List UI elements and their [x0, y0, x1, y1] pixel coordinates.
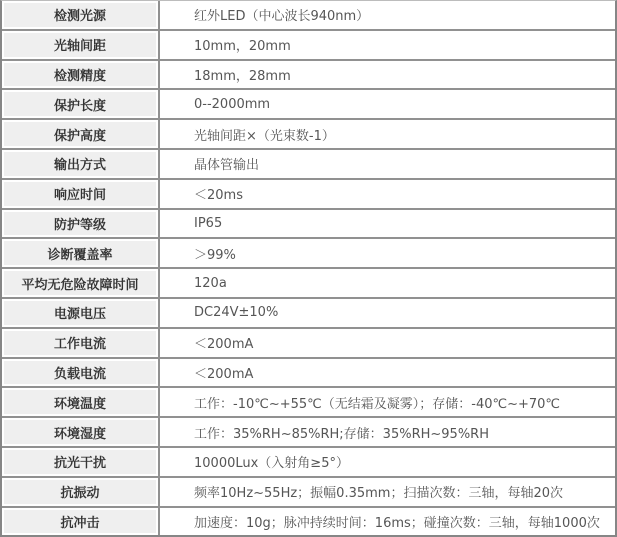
table-row: [2, 508, 615, 535]
spec-label: 保护高度: [2, 120, 160, 150]
table-row: [2, 239, 615, 269]
spec-label: 保护长度: [2, 90, 160, 120]
table-row: [2, 31, 615, 61]
spec-table-body: [2, 1, 615, 535]
spec-label: 输出方式: [2, 150, 160, 180]
table-row: [2, 90, 615, 120]
spec-value: 10000Lux（入射角≥5°）: [160, 448, 615, 478]
spec-label: 平均无危险故障时间: [2, 269, 160, 299]
table-row: [2, 269, 615, 299]
spec-value: 10mm，20mm: [160, 31, 615, 61]
table-row: [2, 418, 615, 448]
spec-label: 环境湿度: [2, 418, 160, 448]
spec-value: 红外LED（中心波长940nm）: [160, 1, 615, 31]
spec-label: 环境温度: [2, 388, 160, 418]
table-row: [2, 120, 615, 150]
spec-value: 频率10Hz~55Hz；振幅0.35mm；扫描次数：三轴，每轴20次: [160, 478, 615, 508]
spec-label: 检测精度: [2, 61, 160, 91]
spec-value: ＜200mA: [160, 329, 615, 359]
table-row: [2, 61, 615, 91]
table-row: [2, 210, 615, 240]
spec-label: 响应时间: [2, 180, 160, 210]
spec-value: 0--2000mm: [160, 90, 615, 120]
table-row: [2, 299, 615, 329]
table-row: [2, 180, 615, 210]
table-row: [2, 329, 615, 359]
spec-label: 抗振动: [2, 478, 160, 508]
spec-value: 18mm，28mm: [160, 61, 615, 91]
spec-label: 防护等级: [2, 210, 160, 240]
spec-value: 晶体管输出: [160, 150, 615, 180]
spec-label: 负载电流: [2, 359, 160, 389]
spec-value: 120a: [160, 269, 615, 299]
spec-label: 光轴间距: [2, 31, 160, 61]
spec-label: 检测光源: [2, 1, 160, 31]
spec-value: ＜20ms: [160, 180, 615, 210]
spec-label: 抗光干扰: [2, 448, 160, 478]
table-row: [2, 1, 615, 31]
spec-value: IP65: [160, 210, 615, 240]
table-row: [2, 478, 615, 508]
table-row: [2, 388, 615, 418]
spec-label: 抗冲击: [2, 508, 160, 535]
spec-value: 加速度：10g；脉冲持续时间：16ms；碰撞次数：三轴，每轴1000次: [160, 508, 615, 535]
spec-value: 工作：-10℃~+55℃（无结霜及凝雾）；存储：-40℃~+70℃: [160, 388, 615, 418]
table-row: [2, 448, 615, 478]
spec-label: 电源电压: [2, 299, 160, 329]
spec-label: 工作电流: [2, 329, 160, 359]
spec-value: ＞99%: [160, 239, 615, 269]
spec-label: 诊断覆盖率: [2, 239, 160, 269]
table-row: [2, 359, 615, 389]
spec-value: DC24V±10%: [160, 299, 615, 329]
table-row: [2, 150, 615, 180]
spec-value: 光轴间距×（光束数-1）: [160, 120, 615, 150]
spec-value: 工作：35%RH~85%RH;存储：35%RH~95%RH: [160, 418, 615, 448]
spec-value: ＜200mA: [160, 359, 615, 389]
